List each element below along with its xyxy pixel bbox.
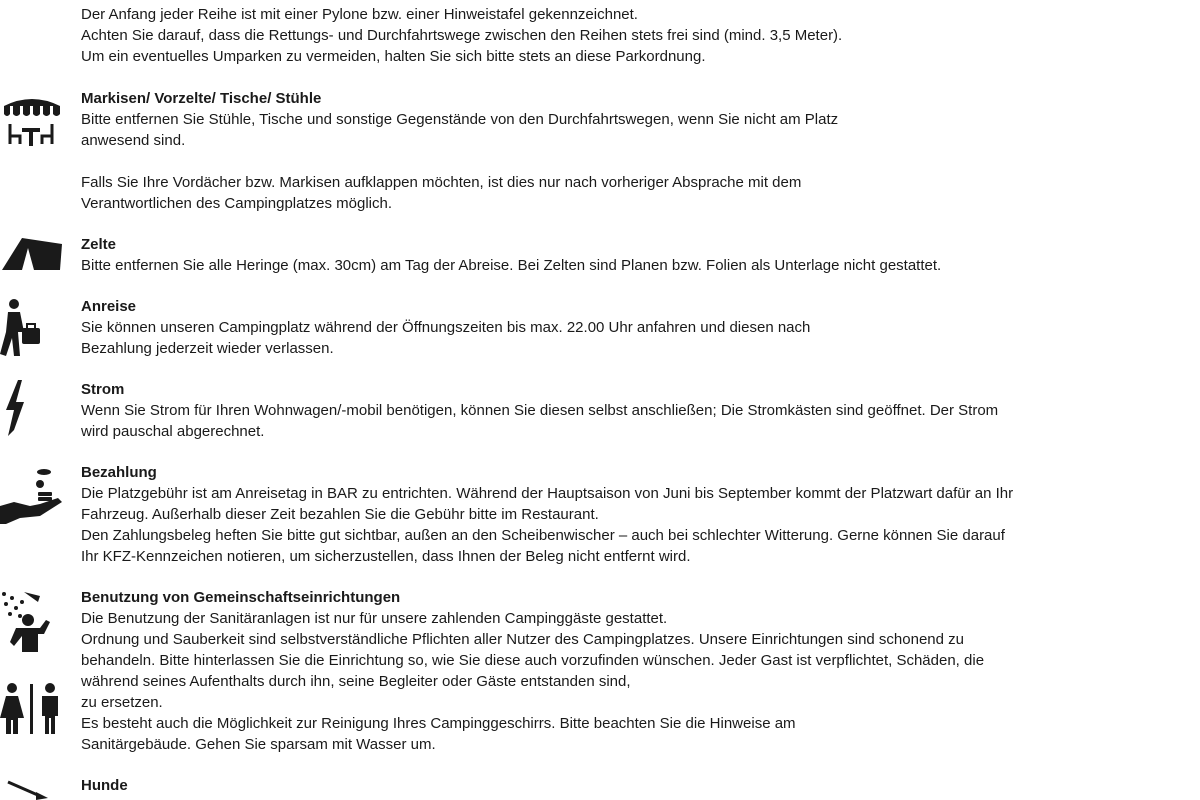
tent-icon	[0, 234, 64, 274]
gemeinschaft-text-line-4: während seines Aufenthalts durch ihn, seine Begleiter oder Gäste entstanden sind,	[81, 673, 631, 690]
gemeinschaft-text-line-3: behandeln. Bitte hinterlassen Sie die Einrichtung so, wie Sie diese auch vorzufinden wünschen. Jeder Gast ist verpflichtet, Schäden, die	[81, 652, 985, 669]
restroom-woman-man-icon	[0, 682, 64, 736]
gemeinschaft-text-line-2: Ordnung und Sauberkeit sind selbstverständliche Pflichten aller Nutzer des Campingplatzes. Unsere Einrichtungen sind schonend zu	[81, 631, 965, 648]
gemeinschaft-text-line-6: Es besteht auch die Möglichkeit zur Reinigung Ihres Campinggeschirrs. Bitte beachten Sie die Hinweise am	[81, 715, 796, 732]
section-title-gemeinschaft: Benutzung von Gemeinschaftseinrichtungen	[81, 589, 401, 606]
bezahlung-text-line-1: Die Platzgebühr ist am Anreisetag in BAR zu entrichten. Während der Hauptsaison von Juni bis September kommt der Platzwart dafür an Ihr	[81, 485, 1014, 502]
markisen-text-line-4: Verantwortlichen des Campingplatzes möglich.	[81, 195, 392, 212]
section-title-hunde: Hunde	[81, 777, 128, 794]
bezahlung-text-line-4: Ihr KFZ-Kennzeichen notieren, um sicherzustellen, dass Ihnen der Beleg nicht entfernt wird.	[81, 548, 691, 565]
dog-leash-icon	[0, 778, 64, 800]
section-title-markisen: Markisen/ Vorzelte/ Tische/ Stühle	[81, 90, 322, 107]
parking-text-line-2: Achten Sie darauf, dass die Rettungs- und Durchfahrtswege zwischen den Reihen stets frei sind (mind. 3,5 Meter).	[81, 27, 843, 44]
markisen-text-line-1: Bitte entfernen Sie Stühle, Tische und sonstige Gegenstände von den Durchfahrtswegen, wenn Sie nicht am Platz	[81, 111, 839, 128]
strom-text-line-2: wird pauschal abgerechnet.	[81, 423, 265, 440]
awning-table-chairs-icon	[0, 92, 64, 152]
hand-with-coins-icon	[0, 466, 64, 530]
lightning-bolt-icon	[4, 380, 26, 440]
section-title-zelte: Zelte	[81, 236, 117, 253]
zelte-text-line-1: Bitte entfernen Sie alle Heringe (max. 30cm) am Tag der Abreise. Bei Zelten sind Planen bzw. Folien als Unterlage nicht gestattet.	[81, 257, 942, 274]
anreise-text-line-1: Sie können unseren Campingplatz während der Öffnungszeiten bis max. 22.00 Uhr anfahren und diesen nach	[81, 319, 811, 336]
markisen-text-line-2: anwesend sind.	[81, 132, 186, 149]
gemeinschaft-text-line-7: Sanitärgebäude. Gehen Sie sparsam mit Wasser um.	[81, 736, 436, 753]
bezahlung-text-line-2: Fahrzeug. Außerhalb dieser Zeit bezahlen Sie die Gebühr bitte im Restaurant.	[81, 506, 599, 523]
anreise-text-line-2: Bezahlung jederzeit wieder verlassen.	[81, 340, 334, 357]
parking-text-line-1: Der Anfang jeder Reihe ist mit einer Pylone bzw. einer Hinweistafel gekennzeichnet.	[81, 6, 638, 23]
markisen-text-line-3: Falls Sie Ihre Vordächer bzw. Markisen aufklappen möchten, ist dies nur nach vorheriger Absprache mit dem	[81, 174, 802, 191]
parking-text-line-3: Um ein eventuelles Umparken zu vermeiden, halten Sie sich bitte stets an diese Parkordnung.	[81, 48, 706, 65]
strom-text-line-1: Wenn Sie Strom für Ihren Wohnwagen/-mobil benötigen, können Sie diesen selbst anschließen; Die Stromkästen sind geöffnet. Der Strom	[81, 402, 999, 419]
shower-person-icon	[0, 590, 64, 656]
gemeinschaft-text-line-1: Die Benutzung der Sanitäranlagen ist nur für unsere zahlenden Campinggäste gestattet.	[81, 610, 668, 627]
section-title-anreise: Anreise	[81, 298, 137, 315]
traveler-with-suitcase-icon	[0, 298, 44, 358]
bezahlung-text-line-3: Den Zahlungsbeleg heften Sie bitte gut sichtbar, außen an den Scheibenwischer – auch bei schlechter Witterung. Gerne können Sie darauf	[81, 527, 1005, 544]
section-title-strom: Strom	[81, 381, 125, 398]
gemeinschaft-text-line-5: zu ersetzen.	[81, 694, 163, 711]
section-title-bezahlung: Bezahlung	[81, 464, 157, 481]
